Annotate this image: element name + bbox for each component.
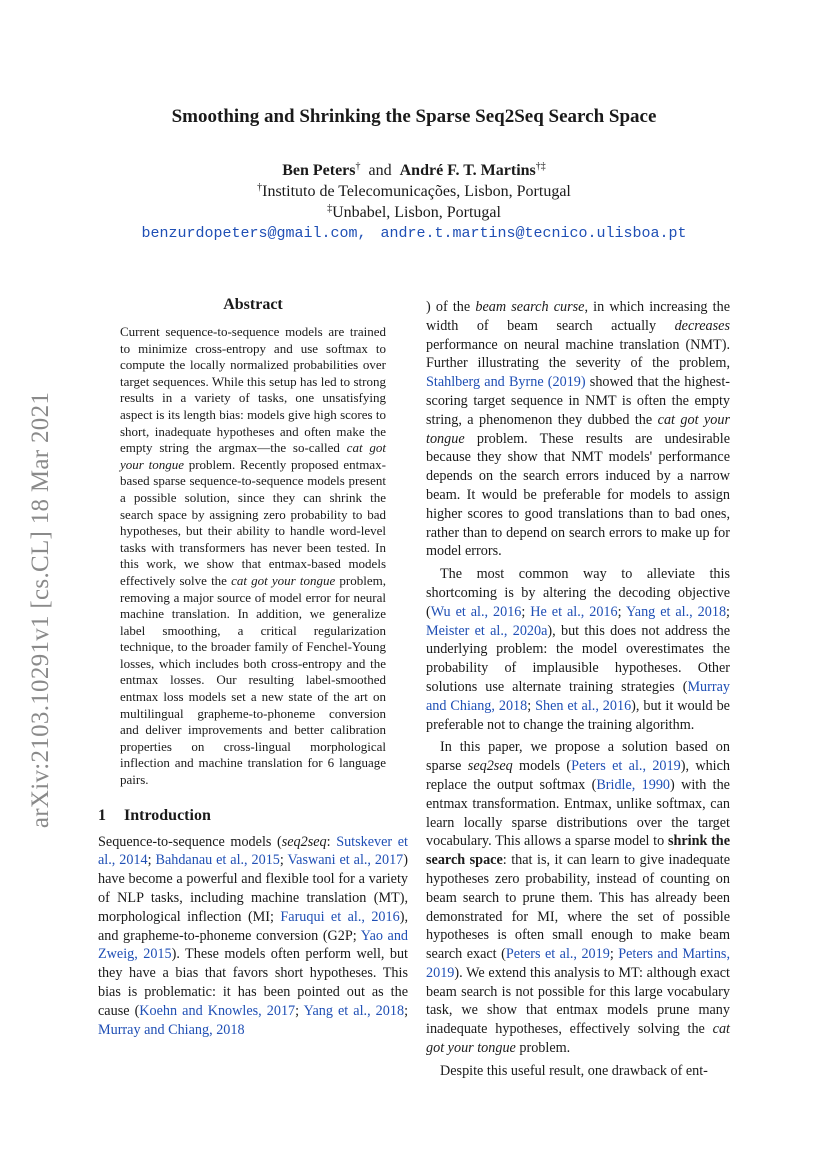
paper-title: Smoothing and Shrinking the Sparse Seq2Seq Search Space [171,106,657,127]
citation-link[interactable]: Koehn and Knowles, 2017 [139,1002,296,1019]
citation-link[interactable]: He et al., 2016 [530,603,618,620]
affiliation-line: ‡Unbabel, Lisbon, Portugal [327,203,501,221]
affiliation-mark: †‡ [535,161,546,172]
citation-link[interactable]: Yao and Zweig, 2015 [98,927,409,963]
author-line [0,160,828,181]
email-line [0,223,828,244]
citation-link[interactable]: Bridle, 1990 [596,776,671,793]
citation-link[interactable]: Stahlberg and Byrne (2019) [426,374,586,391]
citation-link[interactable]: Peters et al., 2019 [571,758,681,775]
author-name: Ben Peters [282,162,356,179]
citation-link[interactable]: Faruqui et al., 2016 [280,908,400,925]
right-column [426,298,730,1081]
citation-link[interactable]: Bahdanau et al., 2015 [155,852,280,869]
citation-link[interactable]: Meister et al., 2020a [426,622,548,639]
intro-paragraph: The most common way to alleviate this shortcoming is by altering the decoding objective (Wu et al., 2016; He et al., 2016; Yang et al., 2018; Meister et al., 2020a), but this does not address the underlying problem: the model overestimates the probability of implausible hypotheses. Other solutions use alternate training strategies (Murray and Chiang, 2018; Shen et al., 2016), but it would be preferable not to change the training algorithm. [426,566,730,733]
citation-link[interactable]: Shen et al., 2016 [535,697,632,714]
intro-paragraph: Despite this useful result, one drawback of ent- [440,1062,708,1079]
section-heading: 1 Introduction [98,806,211,824]
affiliation-line: †Instituto de Telecomunicações, Lisbon, Portugal [257,182,571,200]
arxiv-stamp [21,360,61,860]
citation-link[interactable]: Peters and Martins, 2019 [426,946,730,981]
author-name: André F. T. Martins [399,162,536,179]
left-column [98,296,408,1039]
abstract-text: Current sequence-to-sequence models are trained to minimize cross-entropy and use softmax to compute the locally normalized probabilities over target sequences. While this setup has led to strong results in a variety of tasks, one unsatisfying aspect is its length bias: models give high scores to short, inadequate hypotheses and often make the empty string the argmax—the so-called cat got your tongue problem. Recently proposed entmax-based sparse sequence-to-sequence models present a possible solution, since they can shrink the search space by assigning zero probability to bad hypotheses, but their ability to handle word-level tasks with transformers has never been tested. In this work, we show that entmax-based models effectively solve the cat got your tongue problem, removing a major source of model error for neural machine translation. In addition, we generalize label smoothing, a critical regularization technique, to the broader family of Fenchel-Young losses, which includes both cross-entropy and the entmax losses. Our resulting label-smoothed entmax loss models set a new state of the art on multilingual grapheme-to-phoneme conversion and deliver improvements and better calibration properties on cross-lingual morphological inflection and machine translation for 6 language pairs. [120,324,386,788]
citation-link[interactable]: Peters et al., 2019 [505,946,610,963]
citation-link[interactable]: Yang et al., 2018 [303,1002,405,1019]
intro-paragraph: In this paper, we propose a solution based on sparse seq2seq models (Peters et al., 2019), which replace the output softmax (Bridle, 1990) with the entmax transformation. Entmax, unlike softmax, can learn locally sparse distributions over the target vocabulary. This allows a sparse model to shrink the search space: that is, it can learn to give inadequate hypotheses zero probability, instead of counting on beam search to prune them. This has already been demonstrated for MI, where the set of possible hypotheses is often small enough to make beam search exact (Peters et al., 2019; Peters and Martins, 2019). We extend this analysis to MT: although exact beam search is not possible for this large vocabulary task, we show that entmax models prune many inadequate hypotheses, effectively solving the cat got your tongue problem. [426,739,730,1057]
arxiv-stamp-text: arXiv:2103.10291v1 [cs.CL] 18 Mar 2021 [27,391,54,829]
email-link[interactable]: andre.t.martins@tecnico.ulisboa.pt [380,225,687,242]
author-block [0,160,828,244]
intro-paragraph-continued: ) of the beam search curse, in which increasing the width of beam search actually decreases performance on neural machine translation (NMT). Further illustrating the severity of the problem, Stahlberg and Byrne (2019) showed that the highest-scoring target sequence in NMT is often the empty string, a phenomenon they dubbed the cat got your tongue problem. These results are undesirable because they show that NMT models' performance depends on the search errors induced by a narrow beam. It would be preferable for models to assign higher scores to good translations than to bad ones, rather than to depend on search errors to make up for model errors. [426,299,731,560]
citation-link[interactable]: Wu et al., 2016 [430,603,522,620]
author-and: and [368,162,392,179]
affiliation-mark: † [355,161,361,172]
citation-link[interactable]: Sutskever et al., 2014 [98,833,408,869]
citation-link[interactable]: Vaswani et al., 2017 [287,852,404,869]
citation-link[interactable]: Murray and Chiang, 2018 [98,1021,245,1038]
citation-link[interactable]: Yang et al., 2018 [625,603,727,620]
intro-paragraph: Sequence-to-sequence models (seq2seq: Sutskever et al., 2014; Bahdanau et al., 2015; Vaswani et al., 2017) have become a powerful and flexible tool for a variety of NLP tasks, including machine translation (MT), morphological inflection (MI; Faruqui et al., 2016), and grapheme-to-phoneme conversion (G2P; Yao and Zweig, 2015). These models often perform well, but they have a bias that favors short hypotheses. This bias is problematic: it has been pointed out as the cause (Koehn and Knowles, 2017; Yang et al., 2018; Murray and Chiang, 2018 [98,833,409,1038]
abstract-heading: Abstract [223,296,283,313]
citation-link[interactable]: Murray and Chiang, 2018 [426,678,730,714]
email-link[interactable]: benzurdopeters@gmail.com, [141,225,367,242]
